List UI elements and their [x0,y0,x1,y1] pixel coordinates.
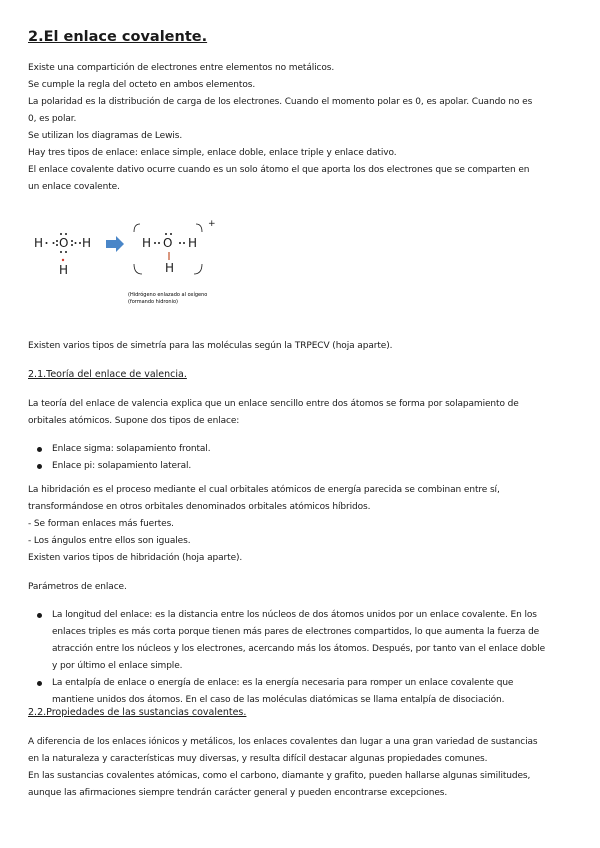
charge-plus: + [208,219,216,229]
paragraph-line: La hibridación es el proceso mediante el cual orbitales atómicos de energía parecida se combinan entre sí, [28,485,500,495]
intro-line: 0, es polar. [28,114,77,124]
paragraph-line: En las sustancias covalentes atómicas, como el carbono, diamante y grafito, pueden hallarse algunas similitudes, [28,771,531,781]
list-item: La entalpía de enlace o energía de enlace: es la energía necesaria para romper un enlace covalente que mantiene unidos dos átomos. En el caso de las moléculas diatómicas se llama entalpía de disociación. [28,675,545,709]
atom-h-left: H [34,236,44,250]
paragraph-line: A diferencia de los enlaces iónicos y metálicos, los enlaces covalentes dan lugar a una gran variedad de sustancias [28,737,538,747]
paragraph-line: La teoría del enlace de valencia explica que un enlace sencillo entre dos átomos se forma por solapamiento de [28,399,519,409]
list-item: La longitud del enlace: es la distancia entre los núcleos de dos átomos unidos por un enlace covalente. En los enlaces triples es más corta porque tienen más pares de electrones compartidos, lo que aumenta la fuerza de atracción entre los núcleos y los electrones, acercando más los átomos. Después, por tanto van el enlace doble y por último el enlace simple. [28,607,545,675]
bond-types-list [28,441,210,475]
lewis-diagram [28,212,248,312]
atom-h-bottom-product: H [165,261,175,275]
list-item: Enlace sigma: solapamiento frontal. [28,441,210,458]
diagram-caption: (formando hidronio) [128,299,178,305]
params-title: Parámetros de enlace. [28,582,127,592]
section-heading-2-2: 2.2.Propiedades de las sustancias covalentes. [28,707,247,718]
properties-paragraph [28,734,538,802]
intro-line: Hay tres tipos de enlace: enlace simple, enlace doble, enlace triple y enlace dativo. [28,148,397,158]
hybridization-paragraph [28,482,500,567]
atom-o-product: O [163,236,173,250]
intro-line: La polaridad es la distribución de carga de los electrones. Cuando el momento polar es 0, es apolar. Cuando no es [28,97,533,107]
intro-line: El enlace covalente dativo ocurre cuando es un solo átomo el que aporta los dos electrones que se comparten en [28,165,530,175]
intro-line: Se utilizan los diagramas de Lewis. [28,131,183,141]
intro-line: Se cumple la regla del octeto en ambos elementos. [28,80,256,90]
atom-h-right-product: H [188,236,198,250]
atom-h-bottom: H [59,263,69,277]
bond-parameters-list [28,607,545,709]
atom-h-right: H [82,236,92,250]
intro-line: Existe una compartición de electrones entre elementos no metálicos. [28,63,335,73]
atom-h-left-product: H [142,236,152,250]
section-heading-2-1: 2.1.Teoría del enlace de valencia. [28,369,187,380]
paragraph-line: Existen varios tipos de hibridación (hoja aparte). [28,553,243,563]
valence-paragraph [28,396,519,430]
page-title: 2.El enlace covalente. [28,29,208,45]
list-item: Enlace pi: solapamiento lateral. [28,458,210,475]
intro-line: un enlace covalente. [28,182,120,192]
reaction-arrow-icon [106,236,124,252]
paragraph-line: en la naturaleza y características muy diversas, y resulta difícil destacar algunas propiedades comunes. [28,754,488,764]
paragraph-line: aunque las afirmaciones siempre tendrán carácter general y pueden encontrarse excepciones. [28,788,448,798]
symmetry-text: Existen varios tipos de simetría para las moléculas según la TRPECV (hoja aparte). [28,341,393,351]
atom-o-left: O [59,236,69,250]
paragraph-line: - Se forman enlaces más fuertes. [28,519,174,529]
paragraph-line: - Los ángulos entre ellos son iguales. [28,536,191,546]
diagram-caption: (Hidrógeno enlazado al oxígeno [128,292,208,298]
paragraph-line: transformándose en otros orbitales denominados orbitales atómicos híbridos. [28,502,371,512]
paragraph-line: orbitales atómicos. Supone dos tipos de enlace: [28,416,240,426]
intro-paragraph [28,60,532,196]
